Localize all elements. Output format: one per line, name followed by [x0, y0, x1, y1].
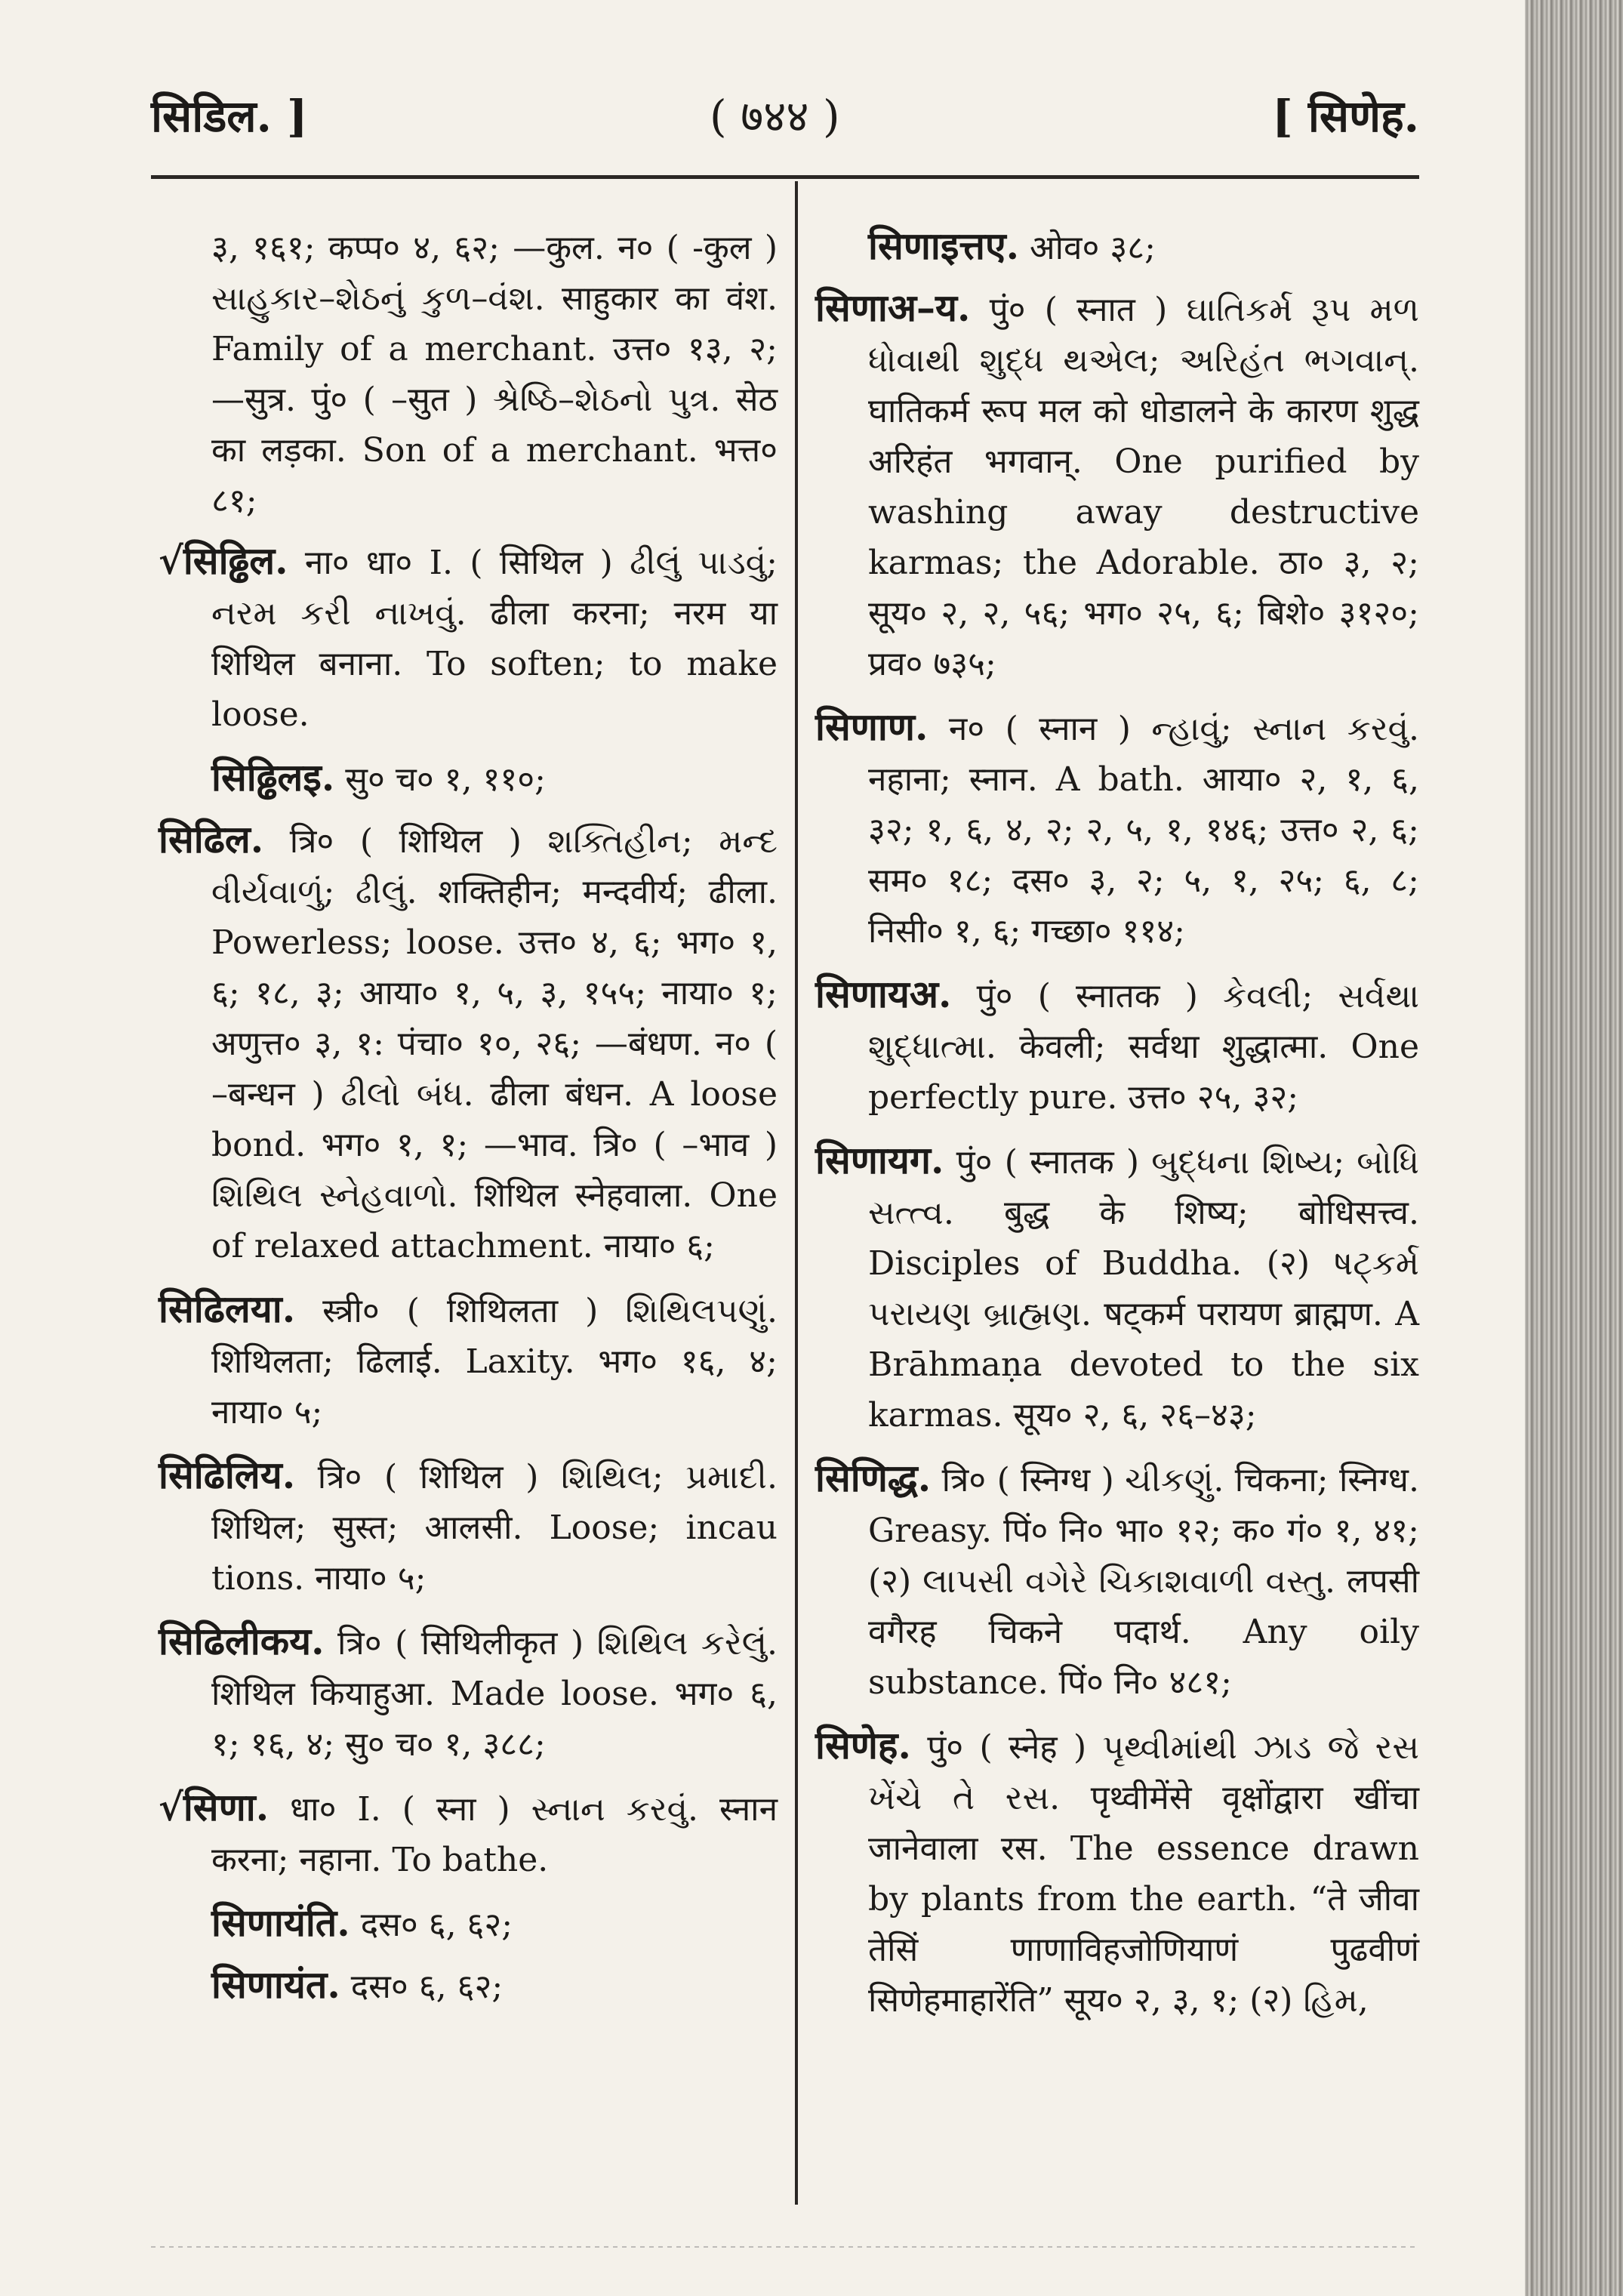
header-right-guideword: [ सिणेह. — [1272, 91, 1419, 142]
entry-headword: सिणायग. — [815, 1138, 944, 1182]
dictionary-entry — [159, 1450, 778, 1604]
entry-headword: सिढिलिय. — [159, 1453, 296, 1497]
dictionary-entry — [159, 220, 778, 526]
dictionary-entry — [815, 969, 1419, 1123]
page-edge-shadow — [1525, 0, 1623, 2296]
entry-text: त्रि० ( शिथिल ) શક્તિહીન; મન્દ વીર્યવાળું; ઢીલું. शक्तिहीन; मन्दवीर्य; ढीला. Powerless; loose. उत्त० ४, ६; भग० १, ६; १८, ३; आया० १, ५, ३, १५५; नाया० १; अणुत्त० ३, १: पंचा० १०, २६; —बंधण. न० ( –बन्धन ) ઢીલો બંધ. ढीला बंधन. A loose bond. भग० १, १; —भाव. त्रि० ( –भाव ) શિથિલ સ્નેહવાળો. शिथिल स्नेहवाला. One of relaxed attachment. नाया० ६; — [211, 822, 778, 1265]
header-rule — [151, 175, 1419, 179]
right-column — [815, 220, 1419, 2038]
entry-text: त्रि० ( शिथिल ) શિથિલ; પ્રમાદી. शिथिल; सुस्त; आलसी. Loose; incau tions. नाया० ५; — [211, 1458, 778, 1598]
left-column — [159, 220, 778, 2021]
entry-headword: सिणायअ. — [815, 972, 952, 1016]
dictionary-subentry — [159, 1959, 778, 2012]
entry-text: ३, १६१; कप्प० ४, ६२; —कुल. न० ( -कुल ) સાહુકાર–શેઠનું કુળ–વંશ. साहुकार का वंश. Family of a merchant. उत्त० १३, २; —सुत्र. पुं० ( –सुत ) શ્રેષ્ઠિ–શેઠનો પુત્ર. सेठ का लड़का. Son of a merchant. भत्त० ८१; — [211, 229, 778, 520]
entry-text: स्त्री० ( शिथिलता ) શિથિલપણું. शिथिलता; ढिलाई. Laxity. भग० १६, ४; नाया० ५; — [211, 1292, 778, 1432]
dictionary-entry — [815, 282, 1419, 689]
dictionary-entry — [159, 1616, 778, 1770]
entry-headword: सिणायंति. — [211, 1900, 350, 1945]
dictionary-entry — [159, 1782, 778, 1885]
dictionary-entry — [815, 701, 1419, 957]
dictionary-entry — [159, 814, 778, 1271]
entry-headword: √सिढ्ढिल. — [159, 538, 288, 583]
page-header — [151, 85, 1419, 153]
entry-text: न० ( स्नान ) ન્હાવું; સ્નાન કરવું. नहाना; स्नान. A bath. आया० २, १, ६, ३२; १, ६, ४, २; २, ५, १, १४६; उत्त० २, ६; सम० १८; दस० ३, २; ५, १, २५; ६, ८; निसी० १, ६; गच्छा० ११४; — [868, 710, 1419, 951]
column-divider — [795, 181, 798, 2205]
entry-text: दस० ६, ६२; — [350, 1968, 504, 2006]
entry-text: ओव० ३८; — [1030, 229, 1156, 267]
entry-headword: सिढिलया. — [159, 1287, 296, 1331]
dictionary-entry — [159, 1284, 778, 1438]
entry-headword: सिढ्ढिलइ. — [211, 755, 335, 800]
entry-headword: सिणेह. — [815, 1723, 911, 1767]
entry-text: धा० I. ( स्ना ) સ્નાન કરવું. स्नान करना; नहाना. To bathe. — [211, 1790, 778, 1879]
dictionary-subentry — [815, 220, 1419, 273]
entry-text: पुं० ( स्नेह ) પૃથ્વીમાંથી ઝાડ જે રસ ખેંચે તે રસ. पृथ्वीमेंसे वृक्षोंद्वारा खींचा जानेवाला रस. The essence drawn by plants from the earth. “ते जीवा तेसिं णाणाविहजोणियाणं पुढवीणं सिणेहमाहारेंति” सूय० २, ३, १; (२) હિમ, — [868, 1728, 1419, 2020]
dictionary-entry — [815, 1453, 1419, 1708]
entry-headword: सिणाइत्तए. — [868, 223, 1020, 268]
dictionary-entry — [815, 1720, 1419, 2026]
entry-headword: सिढिल. — [159, 817, 264, 861]
page-bottom-edge — [151, 2246, 1419, 2248]
header-left-guideword: सिडिल. ] — [151, 91, 308, 142]
entry-text: ना० धा० I. ( सिथिल ) ઢીલું પાડવું; નરમ કરી નાખવું. ढीला करना; नरम या शिथिल बनाना. To soften; to make loose. — [211, 544, 778, 734]
dictionary-subentry — [159, 752, 778, 805]
entry-headword: सिढिलीकय. — [159, 1619, 325, 1663]
entry-headword: सिणिद्ध. — [815, 1456, 932, 1500]
entry-headword: √सिणा. — [159, 1785, 269, 1829]
entry-text: त्रि० ( सिथिलीकृत ) શિથિલ કરેલું. शिथिल कियाहुआ. Made loose. भग० ६, १; १६, ४; सु० च० १, ३८८; — [211, 1624, 778, 1764]
entry-headword: सिणायंत. — [211, 1962, 340, 2007]
dictionary-entry — [159, 535, 778, 740]
entry-text: पुं० ( स्नातक ) કેવલી; સર્વથા શુદ્ધાત્મા. केवली; सर्वथा शुद्धात्मा. One perfectly pure. उत्त० २५, ३२; — [868, 977, 1419, 1117]
entry-headword: सिणाअ–य. — [815, 285, 971, 330]
entry-text: सु० च० १, ११०; — [345, 760, 546, 799]
dictionary-entry — [815, 1135, 1419, 1441]
dictionary-subentry — [159, 1897, 778, 1950]
page-number: ( ७४४ ) — [710, 91, 840, 142]
entry-text: त्रि० ( स्निग्ध ) ચીકણું. चिकना; स्निग्ध. Greasy. पिं० नि० भा० १२; क० गं० १, ४१; (२) લાપસી વગેરે ચિકાશવાળી વસ્તુ. लपसी वगैरह चिकने पदार्थ. Any oily substance. पिं० नि० ४८१; — [868, 1461, 1419, 1702]
entry-text: दस० ६, ६२; — [360, 1906, 513, 1944]
entry-headword: सिणाण. — [815, 704, 929, 749]
entry-text: पुं० ( स्नातक ) બુદ્ધના શિષ્ય; બોધિ સત્ત્વ. बुद्ध के शिष्य; बोधिसत्त्व. Disciples of Buddha. (२) ષટ્કર્મ પરાયણ બ્રાહ્મણ. षट्कर्म परायण ब्राह्मण. A Brāhmaṇa devoted to the six karmas. सूय० २, ६, २६–४३; — [868, 1143, 1419, 1435]
entry-text: पुं० ( स्नात ) ઘાતિકર્મ રૂપ મળ ધોવાથી શુદ્ધ થએલ; અરિહંત ભગવાન્. घातिकर्म रूप मल को धोडालने के कारण शुद्ध अरिहंत भगवान्. One purified by washing away destructive karmas; the Adorable. ठा० ३, २; सूय० २, २, ५६; भग० २५, ६; बिशे० ३१२०; प्रव० ७३५; — [868, 291, 1419, 683]
